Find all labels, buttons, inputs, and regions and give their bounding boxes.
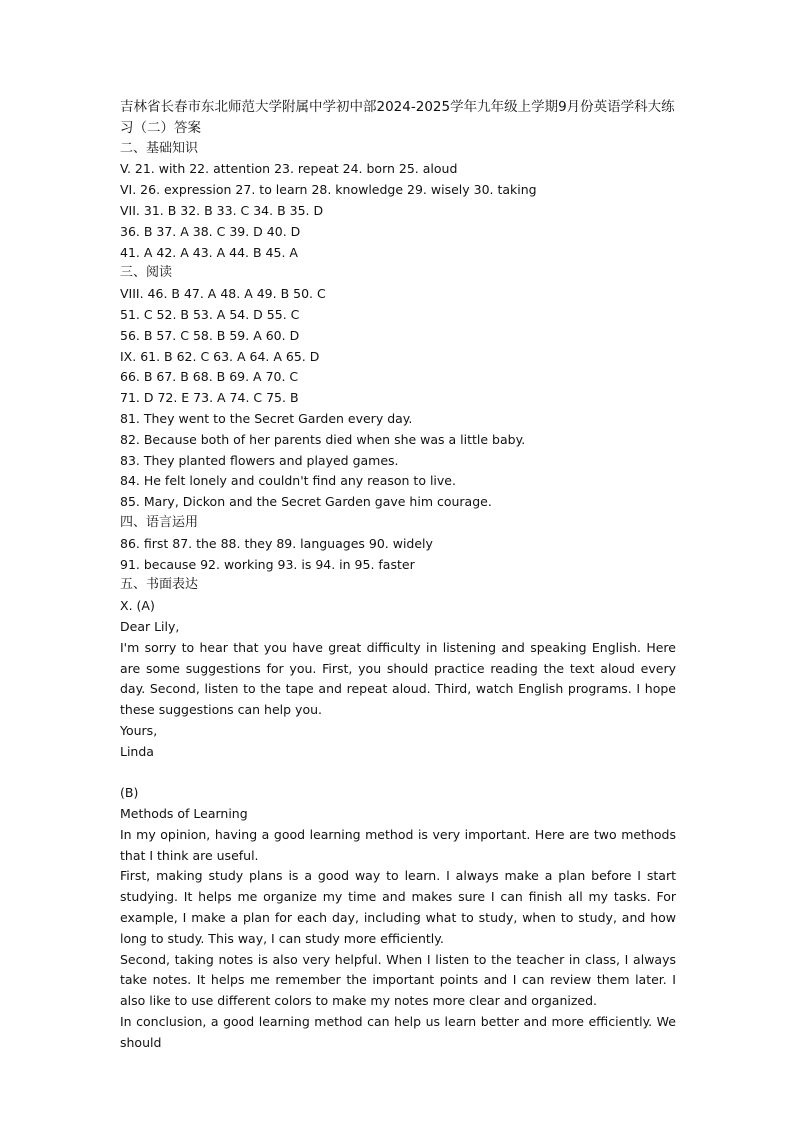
section-heading-reading: 三、阅读 (120, 265, 173, 281)
answer-line: 86. first 87. the 88. they 89. languages 90. widely (120, 535, 433, 551)
section-heading-basics: 二、基础知识 (120, 140, 199, 156)
answer-line: 41. A 42. A 43. A 44. B 45. A (120, 244, 298, 260)
answer-line: 81. They went to the Secret Garden every day. (120, 410, 413, 426)
answer-line: VII. 31. B 32. B 33. C 34. B 35. D (120, 202, 324, 218)
letter-body: I'm sorry to hear that you have great difficulty in listening and speaking English. Here are some suggestions for you. First, you should practice reading the text aloud every day. Second, listen to the tape and repeat aloud. Third, watch English programs. I hope these suggestions can help you. (120, 639, 676, 718)
answer-line: IX. 61. B 62. C 63. A 64. A 65. D (120, 348, 320, 364)
answer-line: VI. 26. expression 27. to learn 28. knowledge 29. wisely 30. taking (120, 182, 537, 198)
spacer (120, 763, 676, 784)
letter-signature: Linda (120, 743, 154, 759)
essay-paragraph: In my opinion, having a good learning method is very important. Here are two methods that I think are useful. (120, 826, 676, 863)
answer-line: 51. C 52. B 53. A 54. D 55. C (120, 306, 300, 322)
letter-greeting: Dear Lily, (120, 618, 180, 634)
answer-line: 84. He felt lonely and couldn't find any reason to live. (120, 473, 456, 489)
answer-line: 71. D 72. E 73. A 74. C 75. B (120, 390, 299, 406)
essay-paragraph: In conclusion, a good learning method can help us learn better and more efficiently. We should (120, 1014, 676, 1050)
answer-line: 91. because 92. working 93. is 94. in 95. faster (120, 556, 415, 572)
answer-line: 83. They planted flowers and played games. (120, 452, 399, 468)
answer-line: 56. B 57. C 58. B 59. A 60. D (120, 327, 300, 343)
essay-paragraph: Second, taking notes is also very helpful. When I listen to the teacher in class, I always take notes. It helps me remember the important points and I can review them later. I also like to use different colors to make my notes more clear and organized. (120, 951, 676, 1009)
answer-line: VIII. 46. B 47. A 48. A 49. B 50. C (120, 286, 326, 302)
answer-line: V. 21. with 22. attention 23. repeat 24. born 25. aloud (120, 161, 458, 177)
section-heading-writing: 五、书面表达 (120, 577, 199, 593)
letter-closing: Yours, (120, 722, 158, 738)
essay-title: Methods of Learning (120, 806, 248, 822)
section-heading-language-use: 四、语言运用 (120, 514, 199, 530)
answer-document (120, 97, 676, 1054)
answer-line: 82. Because both of her parents died when she was a little baby. (120, 431, 526, 447)
part-a-label: X. (A) (120, 598, 155, 614)
document-title: 吉林省长春市东北师范大学附属中学初中部2024-2025学年九年级上学期9月份英语学科大练习（二）答案 (120, 99, 675, 136)
answer-line: 66. B 67. B 68. B 69. A 70. C (120, 369, 299, 385)
essay-paragraph: First, making study plans is a good way to learn. I always make a plan before I start studying. It helps me organize my time and makes sure I can finish all my tasks. For example, I make a plan for each day, including what to study, when to study, and how long to study. This way, I can study more efficiently. (120, 868, 676, 946)
part-b-label: (B) (120, 785, 139, 801)
answer-line: 85. Mary, Dickon and the Secret Garden gave him courage. (120, 494, 492, 510)
answer-line: 36. B 37. A 38. C 39. D 40. D (120, 223, 301, 239)
